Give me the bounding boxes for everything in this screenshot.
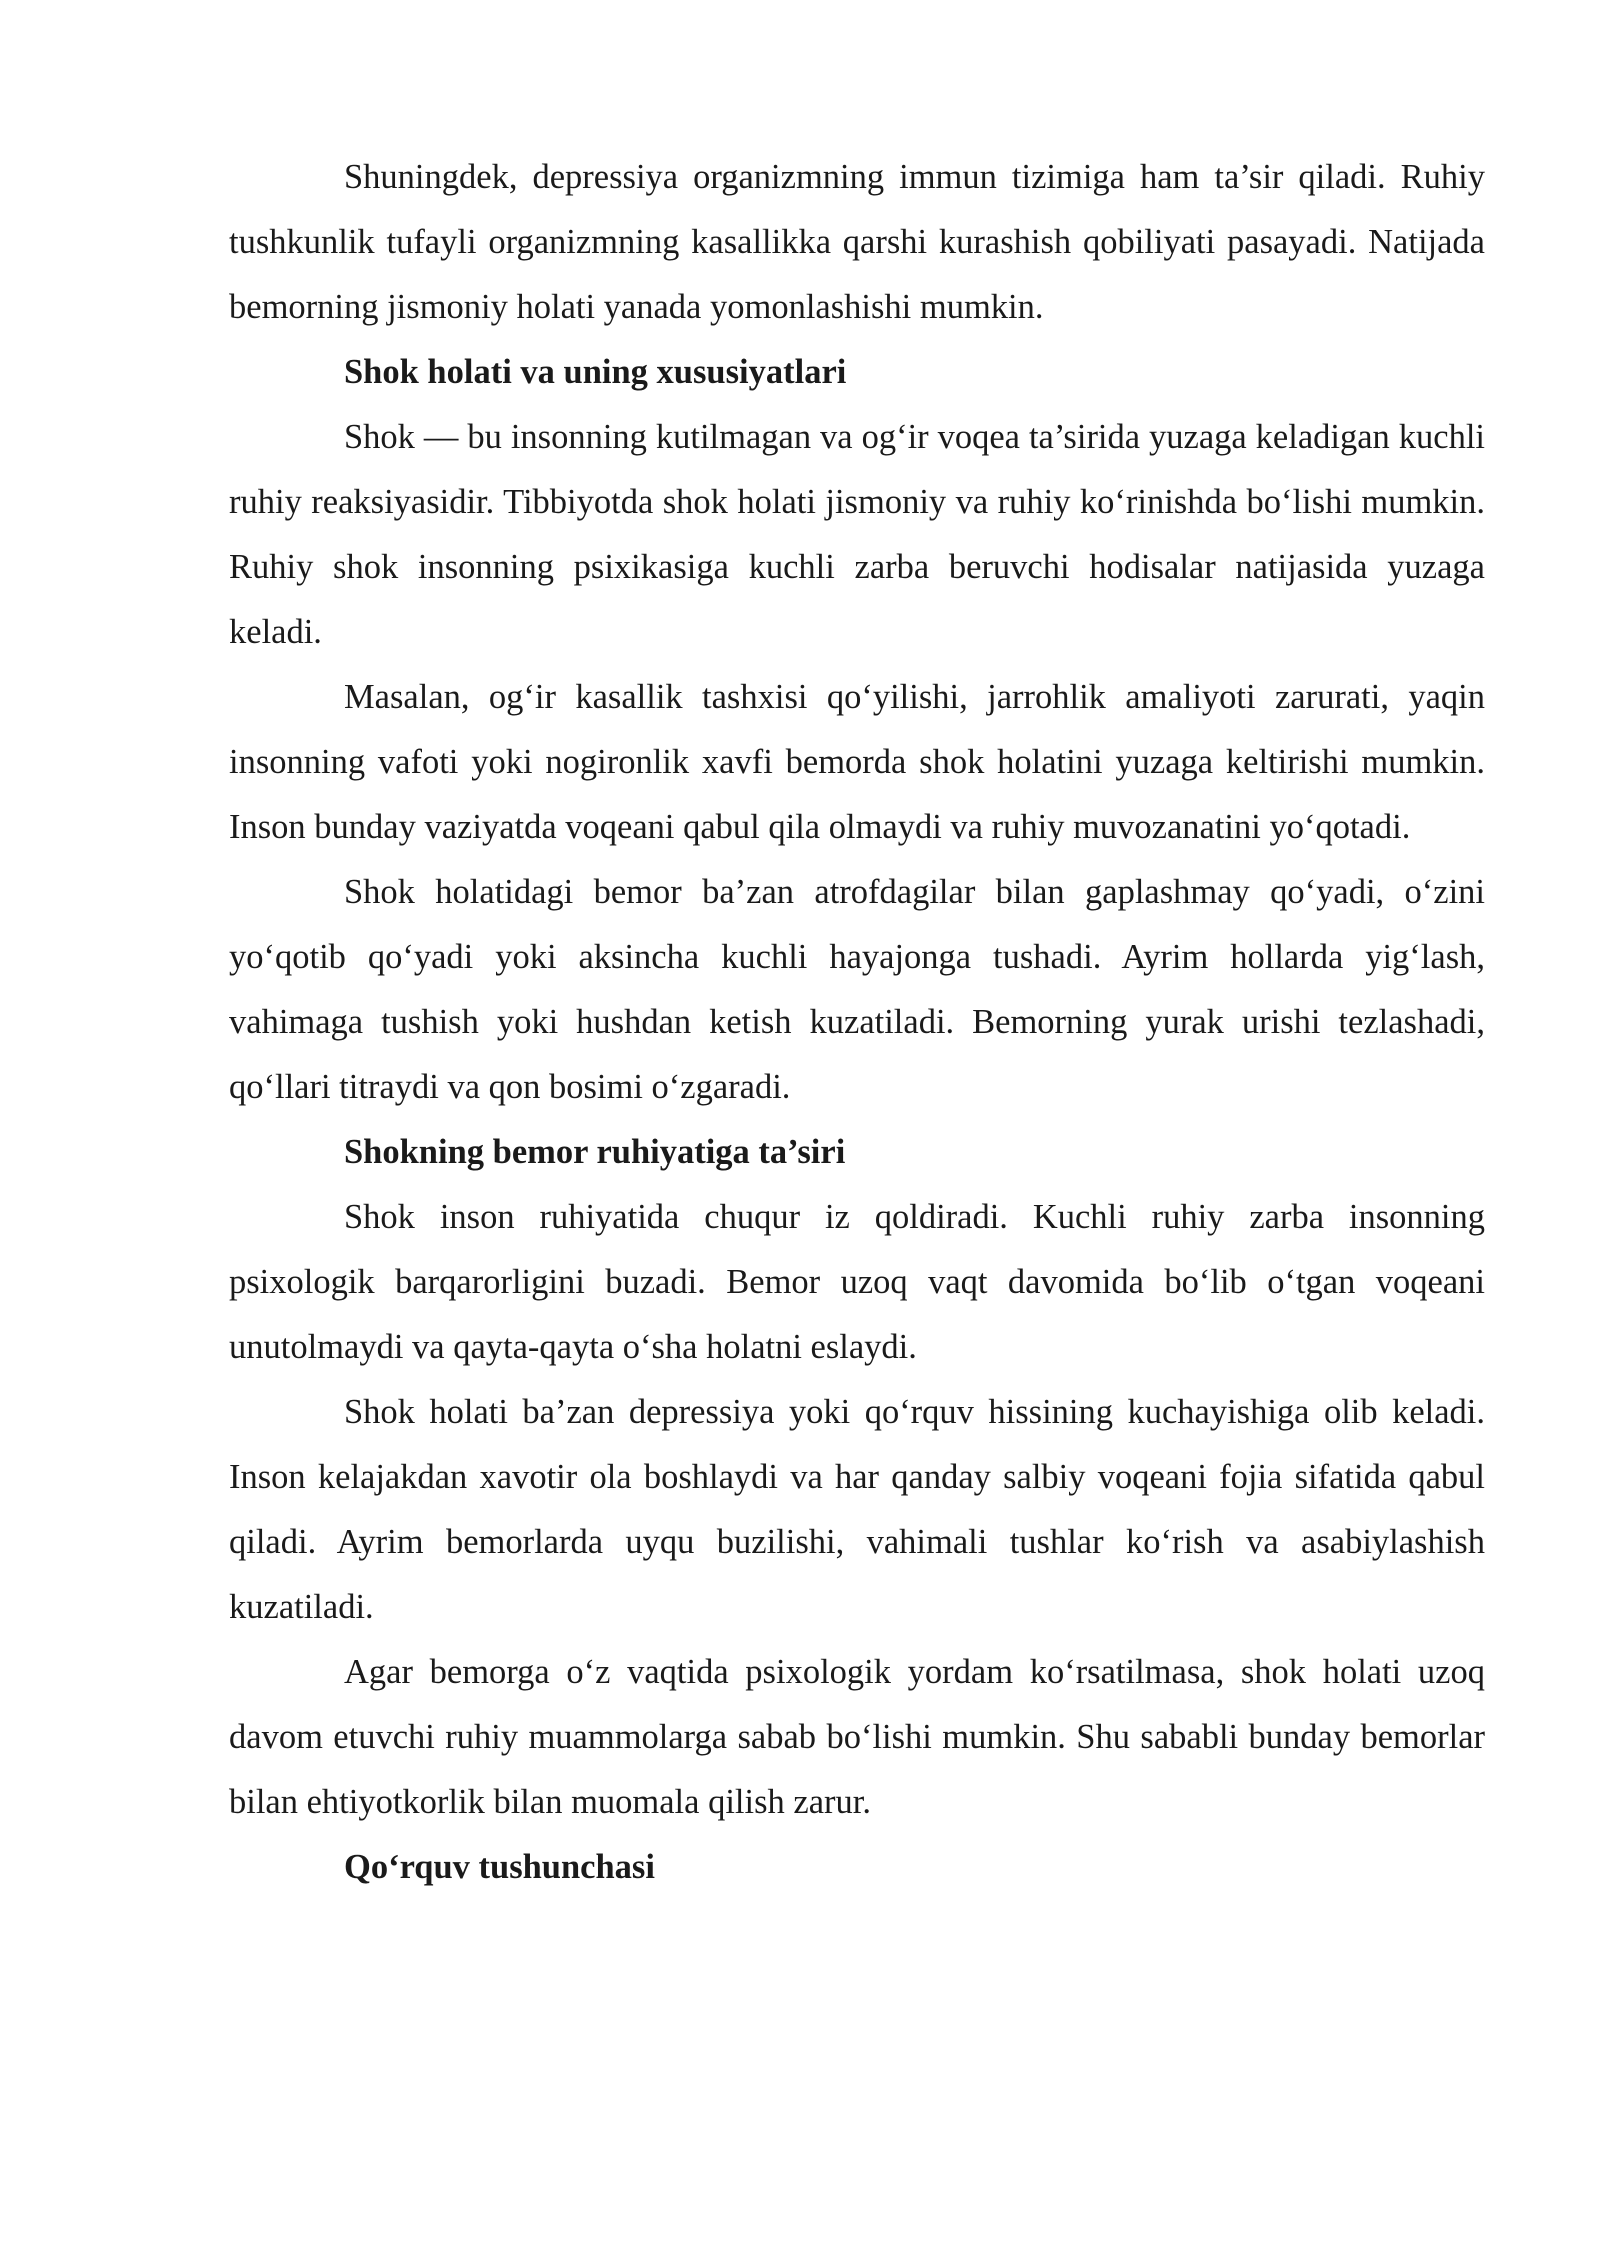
paragraph-immune-effect: Shuningdek, depressiya organizmning immun tizimiga ham ta’sir qiladi. Ruhiy tushkunlik tufayli organizmning kasallikka qarshi kurashish qobiliyati pasayadi. Natijada bemorning jismoniy holati yanada yomonlashishi mumkin. (229, 158, 1485, 326)
paragraph-shock-symptoms: Shok holatidagi bemor ba’zan atrofdagilar bilan gaplashmay qo‘yadi, o‘zini yo‘qotib qo‘yadi yoki aksincha kuchli hayajonga tushadi. Ayrim hollarda yig‘lash, vahimaga tushish yoki hushdan ketish kuzatiladi. Bemorning yurak urishi tezlashadi, qo‘llari titraydi va qon bosimi o‘zgaradi. (229, 873, 1485, 1106)
paragraph-shock-definition: Shok — bu insonning kutilmagan va og‘ir voqea ta’sirida yuzaga keladigan kuchli ruhiy reaksiyasidir. Tibbiyotda shok holati jismoniy va ruhiy ko‘rinishda bo‘lishi mumkin. Ruhiy shok insonning psixikasiga kuchli zarba beruvchi hodisalar natijasida yuzaga keladi. (229, 418, 1485, 651)
paragraph-shock-trace: Shok inson ruhiyatida chuqur iz qoldiradi. Kuchli ruhiy zarba insonning psixologik barqarorligini buzadi. Bemor uzoq vaqt davomida bo‘lib o‘tgan voqeani unutolmaydi va qayta-qayta o‘sha holatni eslaydi. (229, 1198, 1485, 1366)
paragraph-shock-causes: Masalan, og‘ir kasallik tashxisi qo‘yilishi, jarrohlik amaliyoti zarurati, yaqin insonning vafoti yoki nogironlik xavfi bemorda shok holatini yuzaga keltirishi mumkin. Inson bunday vaziyatda voqeani qabul qila olmaydi va ruhiy muvozanatini yo‘qotadi. (229, 678, 1485, 846)
paragraph-psychological-help: Agar bemorga o‘z vaqtida psixologik yordam ko‘rsatilmasa, shok holati uzoq davom etuvchi ruhiy muammolarga sabab bo‘lishi mumkin. Shu sababli bunday bemorlar bilan ehtiyotkorlik bilan muomala qilish zarur. (229, 1653, 1485, 1821)
page-content (229, 145, 1485, 1900)
heading-shock-psyche: Shokning bemor ruhiyatiga ta’siri (344, 1133, 846, 1171)
heading-shock-state: Shok holati va uning xususiyatlari (344, 353, 847, 391)
heading-fear-concept: Qo‘rquv tushunchasi (344, 1848, 655, 1886)
paragraph-shock-depression: Shok holati ba’zan depressiya yoki qo‘rquv hissining kuchayishiga olib keladi. Inson kelajakdan xavotir ola boshlaydi va har qanday salbiy voqeani fojia sifatida qabul qiladi. Ayrim bemorlarda uyqu buzilishi, vahimali tushlar ko‘rish va asabiylashish kuzatiladi. (229, 1393, 1485, 1626)
